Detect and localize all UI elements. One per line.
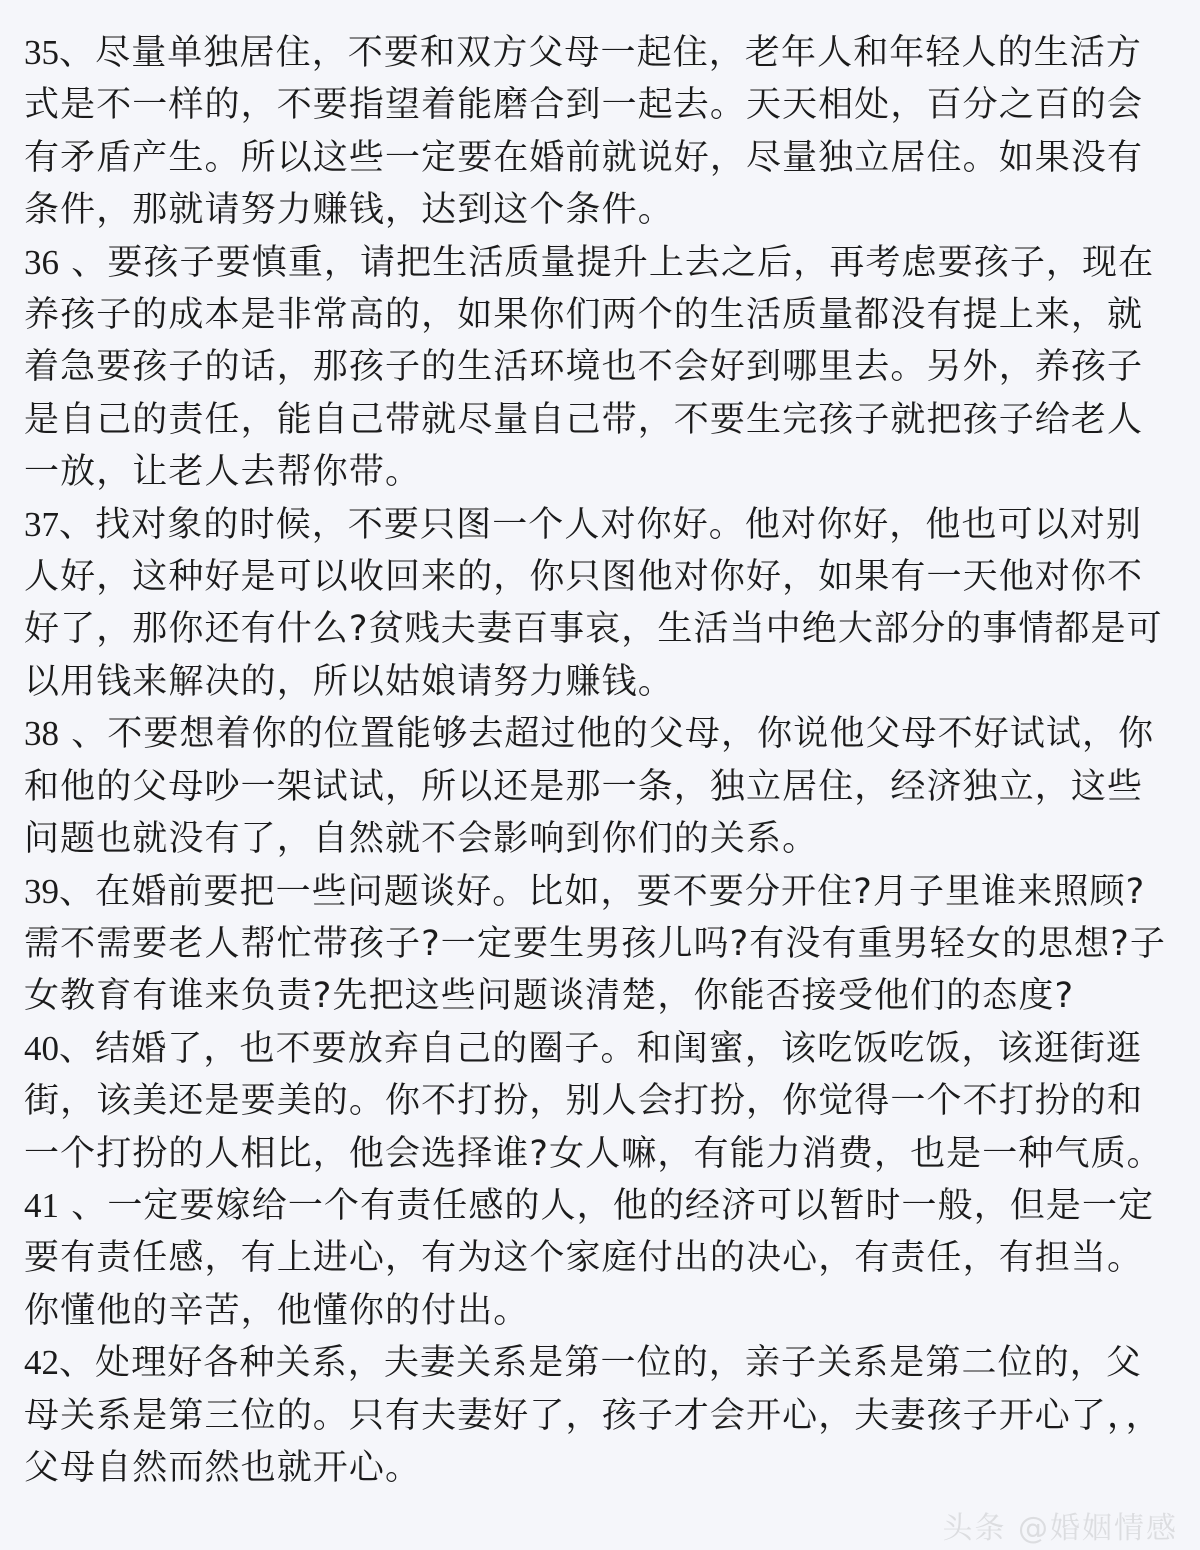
tip-text: 、处理好各种关系，夫妻关系是第一位的，亲子关系是第二位的，父母关系是第三位的。只有夫妻好了，孩子才会开心，夫妻孩子开心了，，父母自然而然也就开心。 bbox=[24, 1343, 1162, 1488]
tip-number: 37 bbox=[24, 504, 59, 544]
tip-text: 、一定要嫁给一个有责任感的人，他的经济可以暂时一般，但是一定要有责任感，有上进心，有为这个家庭付出的决心，有责任，有担当。你懂他的辛苦，他懂你的付出。 bbox=[24, 1185, 1155, 1331]
tip-paragraph-40 bbox=[24, 1023, 1178, 1180]
tip-paragraph-37 bbox=[24, 499, 1178, 709]
tip-number: 42 bbox=[24, 1343, 59, 1383]
tip-number: 41 bbox=[24, 1185, 59, 1225]
tip-text: 、找对象的时候，不要只图一个人对你好。他对你好，他也可以对别人好，这种好是可以收回来的，你只图他对你好，如果有一天他对你不好了，那你还有什么?贫贱夫妻百事哀，生活当中绝大部分的事情都是可以用钱来解决的，所以姑娘请努力赚钱。 bbox=[24, 504, 1163, 702]
tip-number: 38 bbox=[24, 714, 59, 754]
tip-paragraph-39 bbox=[24, 866, 1178, 1023]
tip-paragraph-35 bbox=[24, 27, 1178, 237]
tip-paragraph-42 bbox=[24, 1337, 1178, 1494]
tip-text: 、不要想着你的位置能够去超过他的父母，你说他父母不好试试，你和他的父母吵一架试试，所以还是那一条，独立居住，经济独立，这些问题也就没有了，自然就不会影响到你们的关系。 bbox=[24, 714, 1155, 860]
tip-paragraph-41 bbox=[24, 1180, 1178, 1337]
tip-number: 40 bbox=[24, 1028, 59, 1068]
tip-number: 35 bbox=[24, 33, 59, 72]
tip-number: 39 bbox=[24, 871, 59, 911]
tip-number: 36 bbox=[24, 242, 59, 282]
tip-text: 、在婚前要把一些问题谈好。比如，要不要分开住?月子里谁来照顾?需不需要老人帮忙带孩子?一定要生男孩儿吗?有没有重男轻女的思想?子女教育有谁来负责?先把这些问题谈清楚，你能否接受他们的态度? bbox=[24, 871, 1167, 1017]
watermark: 头条 @婚姻情感 bbox=[942, 1511, 1178, 1546]
tips-list bbox=[24, 27, 1178, 1494]
tip-text: 、结婚了，也不要放弃自己的圈子。和闺蜜，该吃饭吃饭，该逛街逛街，该美还是要美的。你不打扮，别人会打扮，你觉得一个不打扮的和一个打扮的人相比，他会选择谁?女人嘛，有能力消费，也是一种气质。 bbox=[24, 1028, 1163, 1174]
tip-paragraph-36 bbox=[24, 237, 1178, 499]
tip-paragraph-38 bbox=[24, 708, 1178, 865]
tip-text: 、尽量单独居住，不要和双方父母一起住，老年人和年轻人的生活方式是不一样的，不要指望着能磨合到一起去。天天相处，百分之百的会有矛盾产生。所以这些一定要在婚前就说好，尽量独立居住。如果没有条件，那就请努力赚钱，达到这个条件。 bbox=[24, 33, 1144, 231]
tip-text: 、要孩子要慎重，请把生活质量提升上去之后，再考虑要孩子，现在养孩子的成本是非常高的，如果你们两个的生活质量都没有提上来，就着急要孩子的话，那孩子的生活环境也不会好到哪里去。另外，养孩子是自己的责任，能自己带就尽量自己带，不要生完孩子就把孩子给老人一放，让老人去帮你带。 bbox=[24, 242, 1155, 493]
